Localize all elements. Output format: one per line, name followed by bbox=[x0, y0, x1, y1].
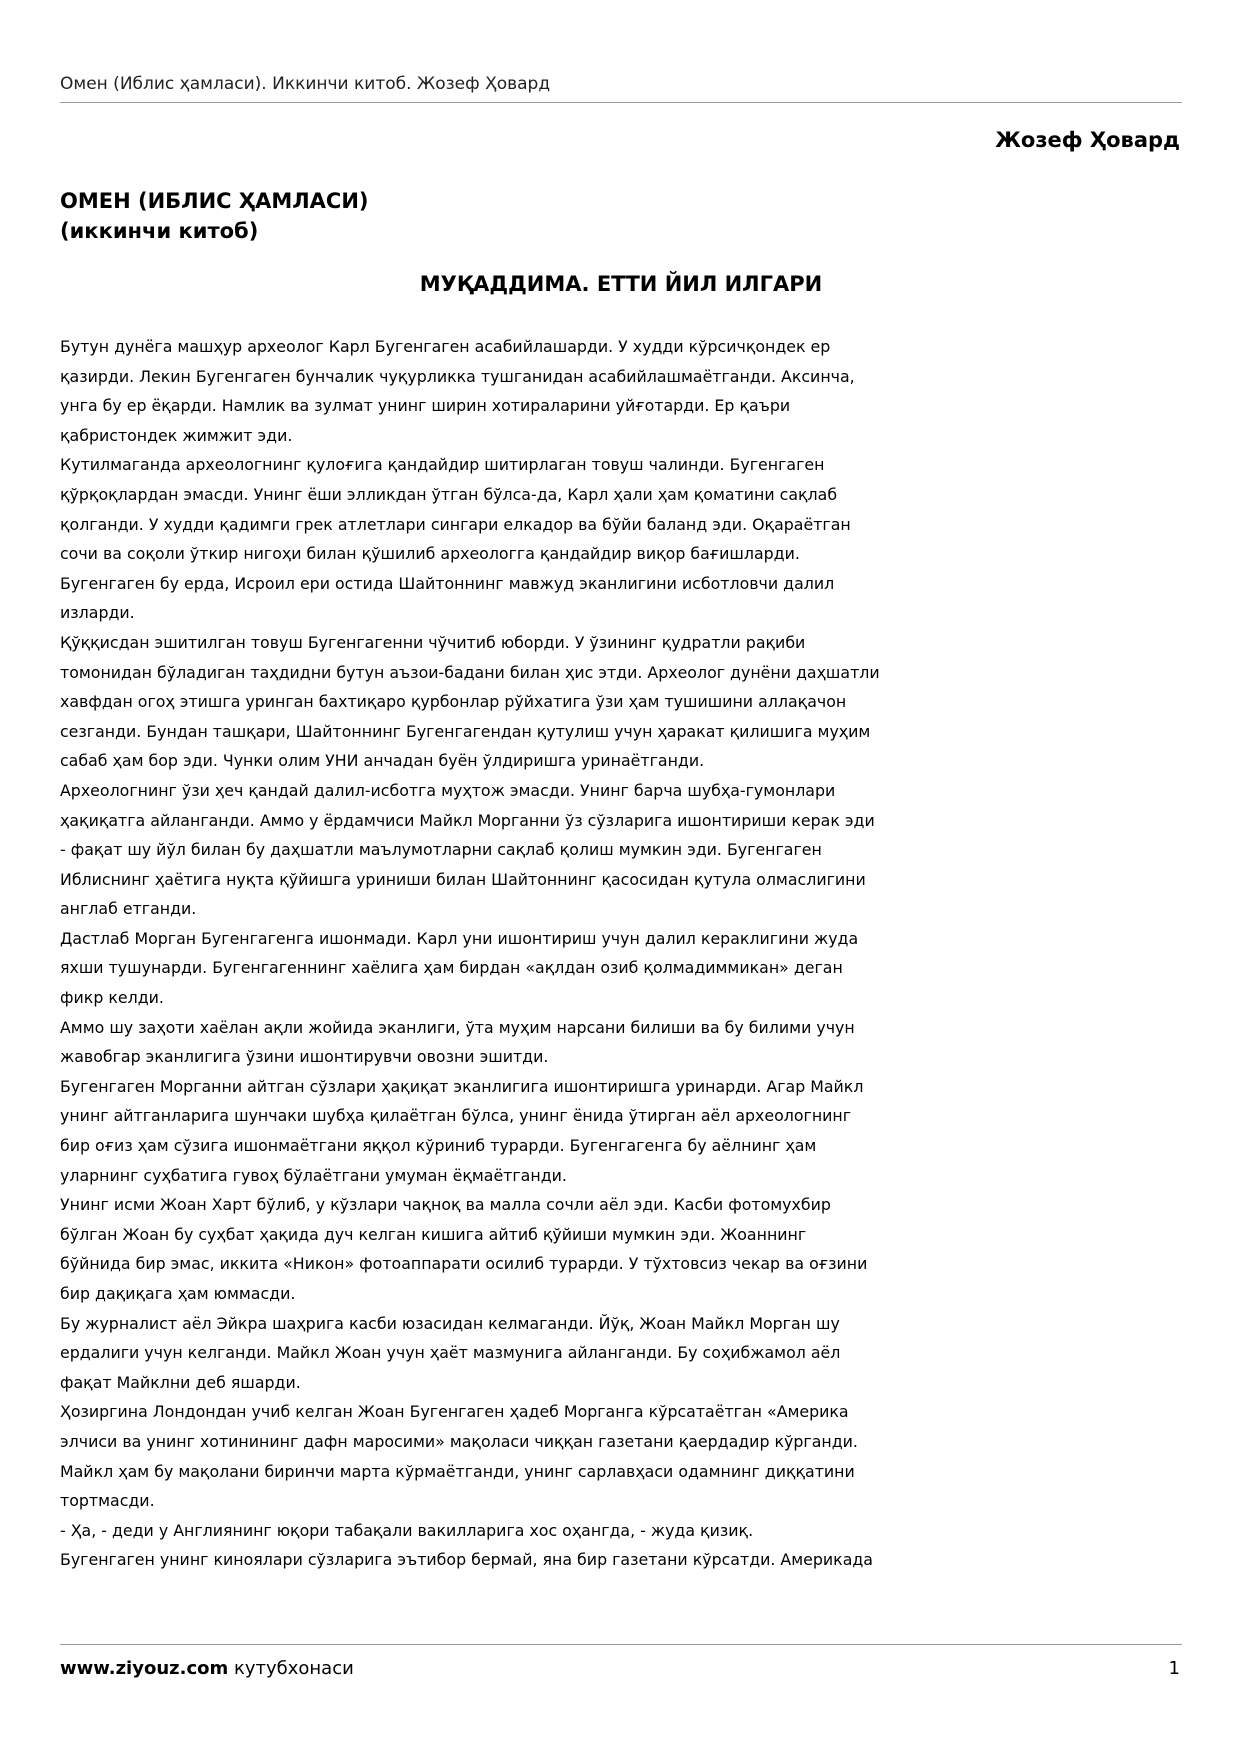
text-line: қабристондек жимжит эди. bbox=[60, 425, 293, 445]
text-line: - Ҳа, - деди у Англиянинг юқори табақали вакилларига хос оҳангда, - жуда қизиқ. bbox=[60, 1520, 754, 1540]
text-line: Аммо шу заҳоти хаёлан ақли жойида эканлиги, ўта муҳим нарсани билиши ва бу билими учун bbox=[60, 1017, 855, 1037]
text-line: қолганди. У худди қадимги грек атлетлари сингари елкадор ва бўйи баланд эди. Оқараётган bbox=[60, 514, 851, 534]
text-line: Бугенгаген Морганни айтган сўзлари ҳақиқат эканлигига ишонтиришга уринарди. Агар Майкл bbox=[60, 1076, 864, 1096]
text-line: Бугенгаген унинг киноялари сўзларига эътибор бермай, яна бир газетани кўрсатди. Америкада bbox=[60, 1550, 873, 1570]
text-line: Бугенгаген бу ерда, Исроил ери остида Шайтоннинг мавжуд эканлигини исботловчи далил bbox=[60, 573, 835, 593]
text-line: бўлган Жоан бу суҳбат ҳақида дуч келган кишига айтиб қўйиши мумкин эди. Жоаннинг bbox=[60, 1224, 807, 1244]
text-line: Бу журналист аёл Эйкра шаҳрига касби юзасидан келмаганди. Йўқ, Жоан Майкл Морган шу bbox=[60, 1313, 840, 1333]
text-line: қазирди. Лекин Бугенгаген бунчалик чуқурликка тушганидан асабийлашмаётганди. Аксинча, bbox=[60, 366, 855, 386]
book-title bbox=[60, 186, 369, 246]
header-divider bbox=[60, 102, 1182, 103]
text-line: фикр келди. bbox=[60, 988, 164, 1008]
book-title-subtitle: (иккинчи китоб) bbox=[60, 219, 259, 243]
text-line: Ҳозиргина Лондондан учиб келган Жоан Бугенгаген ҳадеб Морганга кўрсатаётган «Америка bbox=[60, 1402, 849, 1422]
text-line: Археологнинг ўзи ҳеч қандай далил-исботга муҳтож эмасди. Унинг барча шубҳа-гумонлари bbox=[60, 780, 836, 800]
text-line: тортмасди. bbox=[60, 1491, 155, 1511]
text-line: англаб етганди. bbox=[60, 899, 197, 919]
text-line: - фақат шу йўл билан бу даҳшатли маълумотларни сақлаб қолиш мумкин эди. Бугенгаген bbox=[60, 840, 822, 860]
text-line: бир оғиз ҳам сўзига ишонмаётгани яққол кўриниб турарди. Бугенгагенга бу аёлнинг ҳам bbox=[60, 1136, 817, 1156]
running-header-title: Омен (Иблис ҳамласи). Иккинчи китоб. Жозеф Ҳовард bbox=[60, 74, 551, 94]
text-line: сезганди. Бундан ташқари, Шайтоннинг Бугенгагендан қутулиш учун ҳаракат қилишига муҳим bbox=[60, 721, 871, 741]
text-line: хавфдан огоҳ этишга уринган бахтиқаро қурбонлар рўйхатига ўзи ҳам тушишини аллақачон bbox=[60, 692, 847, 712]
page-number: 1 bbox=[1168, 1658, 1180, 1679]
text-line: Иблиснинг ҳаётига нуқта қўйишга уриниши билан Шайтоннинг қасосидан қутула олмаслигини bbox=[60, 869, 866, 889]
text-line: жавобгар эканлигига ўзини ишонтирувчи овозни эшитди. bbox=[60, 1047, 549, 1067]
text-line: Майкл ҳам бу мақолани биринчи марта кўрмаётганди, унинг сарлавҳаси одамнинг диққатини bbox=[60, 1461, 855, 1481]
footer-divider bbox=[60, 1644, 1182, 1645]
text-line: Қўққисдан эшитилган товуш Бугенгагенни чўчитиб юборди. У ўзининг қудратли рақиби bbox=[60, 632, 806, 652]
body-text bbox=[60, 332, 1186, 1575]
text-line: ердалиги учун келганди. Майкл Жоан учун ҳаёт мазмунига айланганди. Бу соҳибжамол аёл bbox=[60, 1343, 841, 1363]
text-line: бўйнида бир эмас, иккита «Никон» фотоаппарати осилиб турарди. У тўхтовсиз чекар ва оғзини bbox=[60, 1254, 868, 1274]
text-line: Унинг исми Жоан Харт бўлиб, у кўзлари чақноқ ва малла сочли аёл эди. Касби фотомухбир bbox=[60, 1195, 831, 1215]
book-title-main: ОМЕН (ИБЛИС ҲАМЛАСИ) bbox=[60, 189, 369, 213]
text-line: Дастлаб Морган Бугенгагенга ишонмади. Карл уни ишонтириш учун далил кераклигини жуда bbox=[60, 928, 859, 948]
text-line: ҳақиқатга айланганди. Аммо у ёрдамчиси Майкл Морганни ўз сўзларига ишонтириши керак эди bbox=[60, 810, 875, 830]
text-line: сочи ва соқоли ўткир нигоҳи билан қўшилиб археологга қандайдир виқор бағишларди. bbox=[60, 544, 800, 564]
text-line: Кутилмаганда археологнинг қулоғига қандайдир шитирлаган товуш чалинди. Бугенгаген bbox=[60, 455, 825, 475]
footer-source bbox=[60, 1658, 354, 1679]
author-name: Жозеф Ҳовард bbox=[995, 128, 1180, 152]
text-line: фақат Майклни деб яшарди. bbox=[60, 1372, 301, 1392]
text-line: уларнинг суҳбатига гувоҳ бўлаётгани умуман ёқмаётганди. bbox=[60, 1165, 567, 1185]
text-line: сабаб ҳам бор эди. Чунки олим УНИ анчадан буён ўлдиришга уринаётганди. bbox=[60, 751, 705, 771]
text-line: томонидан бўладиган таҳдидни бутун аъзои-бадани билан ҳис этди. Археолог дунёни даҳшатли bbox=[60, 662, 880, 682]
chapter-title: МУҚАДДИМА. ЕТТИ ЙИЛ ИЛГАРИ bbox=[419, 272, 823, 296]
text-line: яхши тушунарди. Бугенгагеннинг хаёлига ҳам бирдан «ақлдан озиб қолмадиммикан» деган bbox=[60, 958, 843, 978]
text-line: унинг айтганларига шунчаки шубҳа қилаётган бўлса, унинг ёнида ўтирган аёл археологнинг bbox=[60, 1106, 852, 1126]
text-line: унга бу ер ёқарди. Намлик ва зулмат унинг ширин хотираларини уйғотарди. Ер қаъри bbox=[60, 396, 791, 416]
footer-site-link[interactable]: www.ziyouz.com bbox=[60, 1658, 229, 1679]
footer-site-suffix: кутубхонаси bbox=[233, 1658, 354, 1679]
text-line: бир дақиқага ҳам юммасди. bbox=[60, 1284, 296, 1303]
text-line: элчиси ва унинг хотинининг дафн маросими» мақоласи чиққан газетани қаердадир кўрганди. bbox=[60, 1431, 858, 1451]
text-line: изларди. bbox=[60, 603, 135, 623]
text-line: Бутун дунёга машҳур археолог Карл Бугенгаген асабийлашарди. У худди кўрсичқондек ер bbox=[60, 337, 831, 356]
text-line: қўрқоқлардан эмасди. Унинг ёши элликдан ўтган бўлса-да, Карл ҳали ҳам қоматини сақлаб bbox=[60, 484, 838, 504]
